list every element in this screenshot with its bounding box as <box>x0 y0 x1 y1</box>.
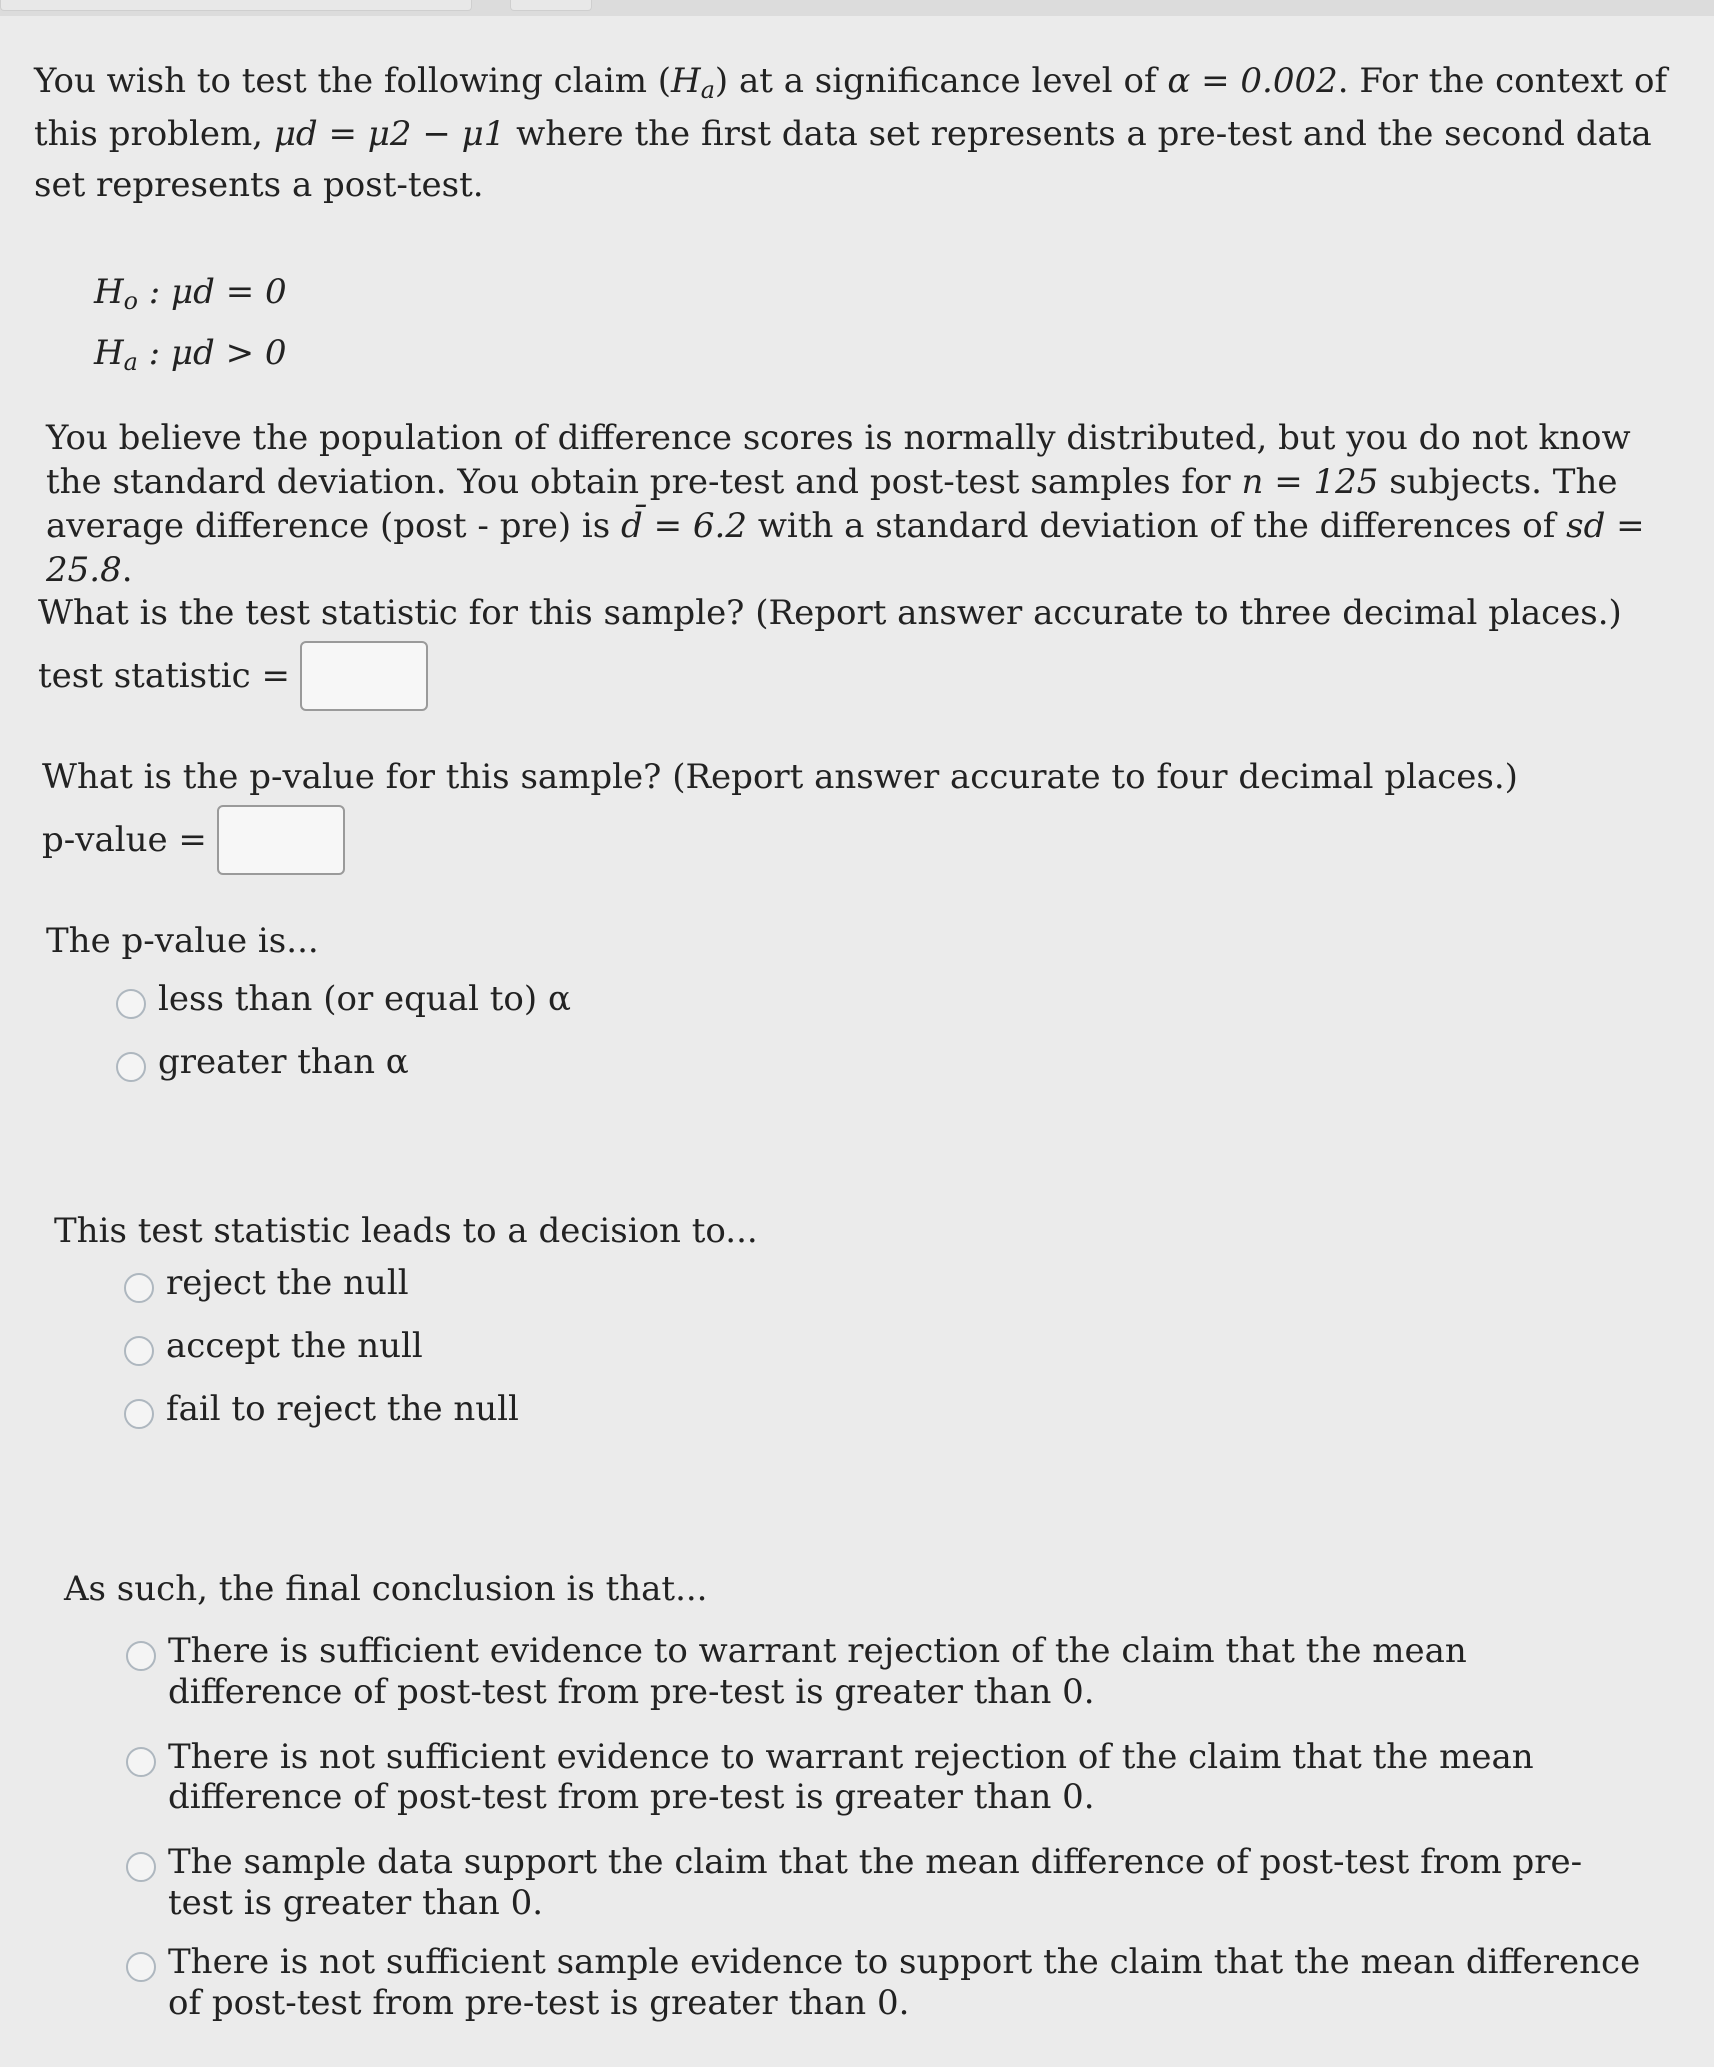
mu-d-definition: μd = μ2 − μ1 <box>273 113 506 154</box>
sample-size: n = 125 <box>1241 462 1379 502</box>
test-statistic-question <box>38 588 1678 711</box>
radio-button[interactable] <box>124 1273 154 1303</box>
problem-intro: You wish to test the following claim $(H_a)$ at a significance level of α = 0.002. For the context of this problem, μd = μ2 − μ1 where the first data set represents a pre-test and the second data set represents a post-test. <box>34 61 1668 205</box>
answer-label: test statistic = <box>38 655 290 696</box>
option-greater-than-alpha[interactable]: greater than α <box>116 1042 1686 1083</box>
question-page <box>0 16 1714 2067</box>
radio-button[interactable] <box>124 1399 154 1429</box>
radio-button[interactable] <box>116 989 146 1019</box>
conclusion-question <box>64 1564 1674 2023</box>
option-less-than-alpha[interactable]: less than (or equal to) α <box>116 979 1686 1020</box>
null-hypothesis: $H_o$ : μd = 0 <box>94 272 287 315</box>
p-value-input[interactable] <box>217 805 345 875</box>
radio-button[interactable] <box>126 1747 156 1777</box>
question-prompt: The p-value is... <box>46 921 319 961</box>
option-sufficient-evidence-reject[interactable]: There is sufficient evidence to warrant rejection of the claim that the mean difference of post-test from pre-test is greater than 0. <box>126 1631 1646 1713</box>
mean-difference: d̄ = 6.2 <box>621 506 747 546</box>
option-fail-to-reject-null[interactable]: fail to reject the null <box>124 1389 1674 1430</box>
sample-context: You believe the population of difference scores is normally distributed, but you do not know the standard deviation. You obtain pre-test and post-test samples for n = 125 subjects. The average difference (post - pre) is d̄ = 6.2 with a standard deviation of the differences of sd = 25.8. <box>46 418 1645 590</box>
answer-label: p-value = <box>42 819 207 860</box>
p-value-comparison-question <box>46 916 1686 1083</box>
browser-tab[interactable] <box>0 0 472 11</box>
test-statistic-input[interactable] <box>300 641 428 711</box>
alpha-expression: α = 0.002 <box>1167 61 1338 101</box>
question-prompt: This test statistic leads to a decision to... <box>54 1211 758 1251</box>
radio-button[interactable] <box>126 1641 156 1671</box>
radio-button[interactable] <box>124 1336 154 1366</box>
radio-button[interactable] <box>126 1952 156 1982</box>
option-not-sufficient-evidence-support[interactable]: There is not sufficient sample evidence to support the claim that the mean difference of post-test from pre-test is greater than 0. <box>126 1942 1646 2024</box>
alternative-hypothesis: $H_a$ : μd > 0 <box>94 332 287 376</box>
hypotheses <box>94 266 287 388</box>
option-not-sufficient-evidence-reject[interactable]: There is not sufficient evidence to warrant rejection of the claim that the mean difference of post-test from pre-test is greater than 0. <box>126 1737 1646 1819</box>
radio-button[interactable] <box>126 1852 156 1882</box>
p-value-question <box>42 752 1682 875</box>
option-data-support-claim[interactable]: The sample data support the claim that the mean difference of post-test from pre-test is greater than 0. <box>126 1842 1646 1924</box>
browser-tab[interactable] <box>510 0 592 11</box>
option-reject-null[interactable]: reject the null <box>124 1263 1674 1304</box>
question-prompt: As such, the final conclusion is that... <box>64 1569 708 1609</box>
question-prompt: What is the p-value for this sample? (Report answer accurate to four decimal places.) <box>42 757 1518 797</box>
decision-question <box>54 1206 1674 1429</box>
question-prompt: What is the test statistic for this sample? (Report answer accurate to three decimal places.) <box>38 593 1622 633</box>
sd-differences: sd = 25.8 <box>46 506 1645 590</box>
radio-button[interactable] <box>116 1052 146 1082</box>
option-accept-null[interactable]: accept the null <box>124 1326 1674 1367</box>
